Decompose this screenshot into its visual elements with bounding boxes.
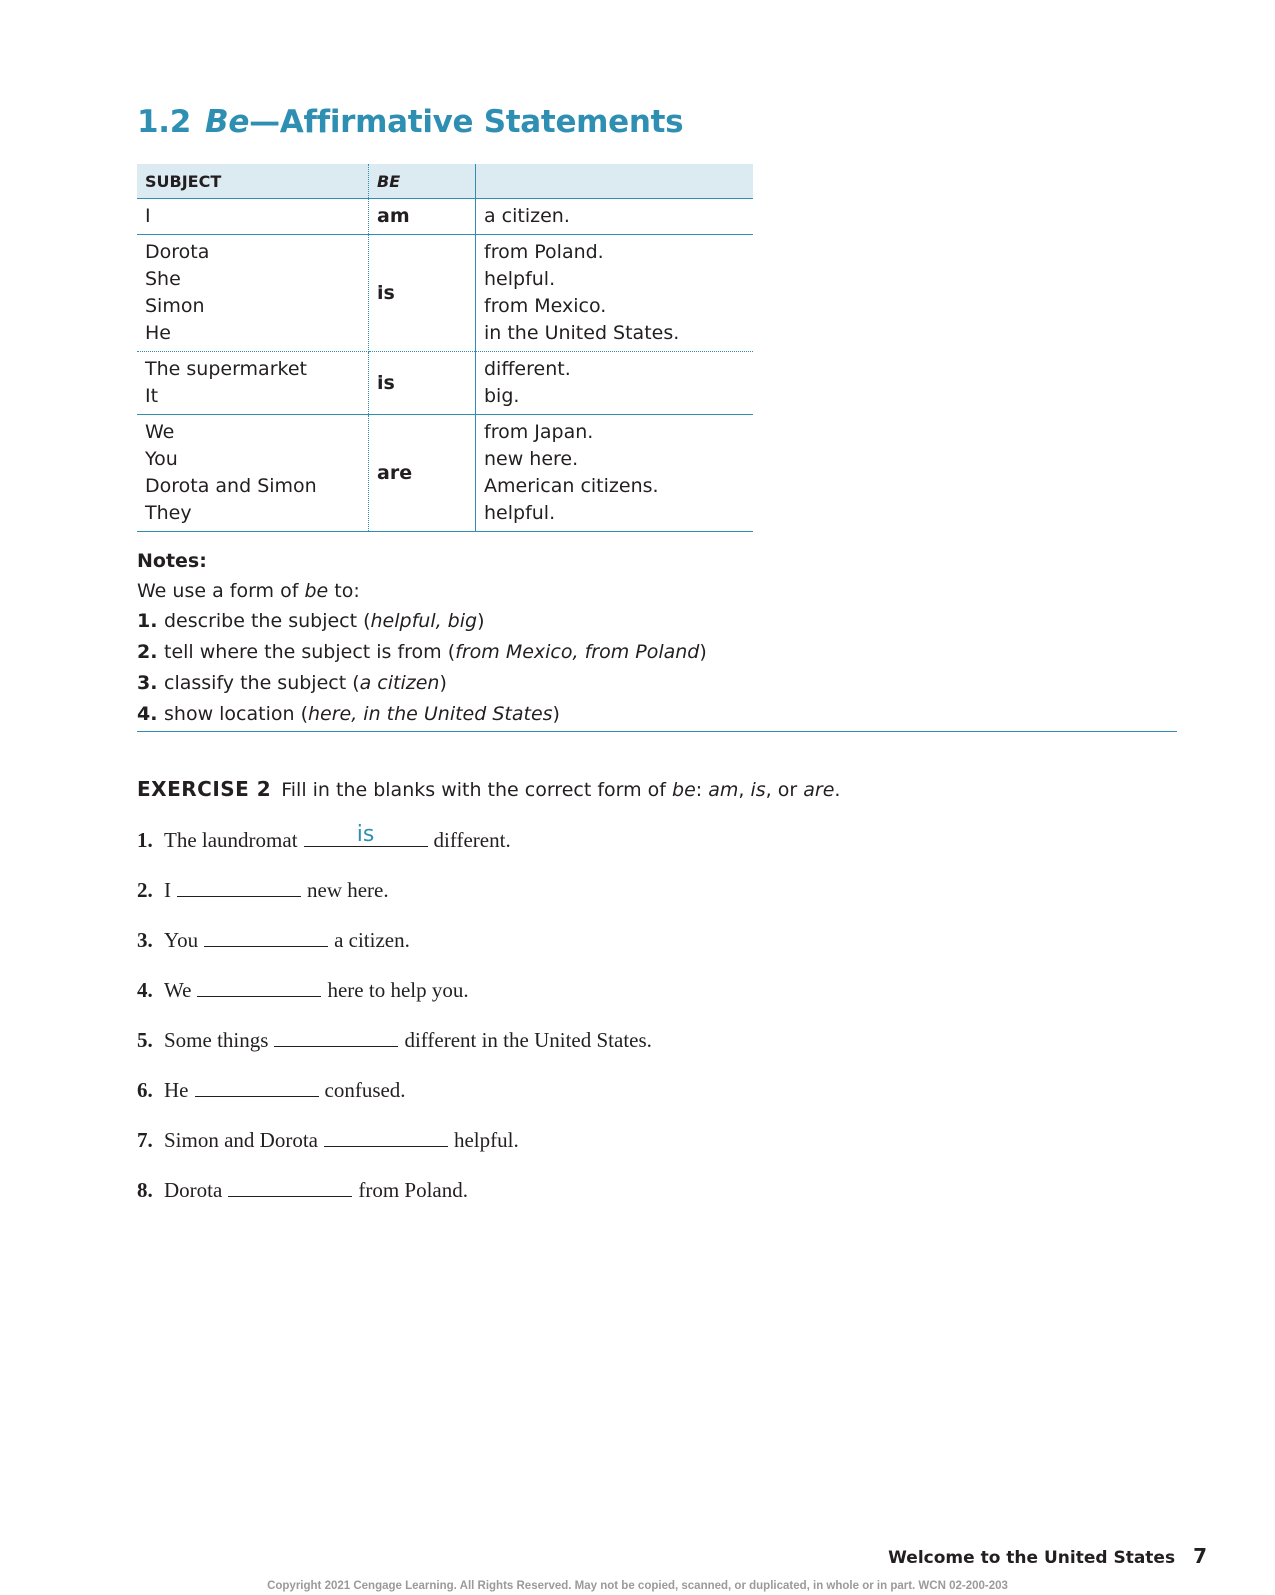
- exercise-item-after: confused.: [324, 1078, 406, 1102]
- exercise-item-before: Some things: [164, 1028, 269, 1052]
- notes-item: [137, 637, 1177, 668]
- exercise-heading: [137, 777, 840, 801]
- grammar-table: [137, 164, 753, 532]
- exercise-period: .: [834, 779, 841, 801]
- subject-text: She: [145, 268, 181, 290]
- subject-cell: [137, 199, 369, 235]
- exercise-item-after: here to help you.: [327, 978, 469, 1002]
- complement-text: different.: [484, 358, 571, 380]
- subject-text: Dorota: [145, 241, 210, 263]
- exercise-item: [137, 1126, 652, 1176]
- complement-text: a citizen.: [484, 205, 570, 227]
- exercise-item: [137, 926, 652, 976]
- exercise-item-before: You: [164, 928, 199, 952]
- section-title-italic: Be: [205, 104, 250, 140]
- complement-text: helpful.: [484, 268, 556, 290]
- copyright-notice: Copyright 2021 Cengage Learning. All Rights Reserved. May not be copied, scanned, or duplicated, in whole or in part. WCN 02-200-203: [267, 1580, 1008, 1592]
- exercise-item-number: 6.: [137, 1078, 153, 1102]
- notes-item: [137, 699, 1177, 730]
- exercise-instruction-colon: :: [695, 779, 709, 801]
- answer-text: is: [356, 822, 375, 847]
- notes-item-text: tell where the subject is from (: [164, 641, 456, 663]
- section-number: 1.2: [137, 104, 192, 140]
- table-row: [137, 235, 753, 352]
- notes-item-example: a citizen: [359, 672, 440, 694]
- exercise-option-are: are: [803, 779, 835, 801]
- exercise-item-before: I: [164, 878, 171, 902]
- exercise-separator: ,: [738, 779, 751, 801]
- exercise-item-number: 5.: [137, 1028, 153, 1052]
- subject-text: You: [145, 448, 178, 470]
- answer-blank[interactable]: [228, 1176, 352, 1197]
- grammar-table-header: [137, 164, 753, 199]
- table-row: [137, 352, 753, 415]
- exercise-item-before: We: [164, 978, 192, 1002]
- table-row: [137, 415, 753, 532]
- subject-text: We: [145, 421, 175, 443]
- exercise-item-after: new here.: [307, 878, 389, 902]
- subject-text: The supermarket: [145, 358, 307, 380]
- notes-intro-after: to:: [328, 580, 360, 602]
- subject-text: It: [145, 385, 159, 407]
- notes-item-number: 3.: [137, 672, 158, 694]
- notes-section: [137, 546, 1177, 730]
- answer-blank[interactable]: [304, 822, 428, 847]
- exercise-item-before: Simon and Dorota: [164, 1128, 318, 1152]
- exercise-item-number: 3.: [137, 928, 153, 952]
- exercise-item-number: 4.: [137, 978, 153, 1002]
- notes-item-text: describe the subject (: [164, 610, 371, 632]
- exercise-item: [137, 1076, 652, 1126]
- page-footer: [888, 1544, 1207, 1568]
- notes-item-number: 2.: [137, 641, 158, 663]
- exercise-item-after: different.: [433, 828, 511, 852]
- subject-cell: [137, 235, 369, 352]
- exercise-label: EXERCISE 2: [137, 777, 272, 801]
- complement-text: American citizens.: [484, 475, 659, 497]
- exercise-item-number: 8.: [137, 1178, 153, 1202]
- notes-item-close: ): [439, 672, 447, 694]
- notes-intro-italic: be: [304, 580, 329, 602]
- header-complement: [476, 164, 754, 199]
- exercise-item: [137, 1026, 652, 1076]
- exercise-item-before: Dorota: [164, 1178, 223, 1202]
- subject-text: They: [145, 502, 192, 524]
- section-divider: [137, 731, 1177, 732]
- exercise-item-after: from Poland.: [358, 1178, 468, 1202]
- complement-text: in the United States.: [484, 322, 680, 344]
- complement-cell: [476, 415, 754, 532]
- complement-text: from Poland.: [484, 241, 604, 263]
- header-be: BE: [369, 164, 476, 199]
- page-number: 7: [1193, 1544, 1207, 1568]
- answer-blank[interactable]: [204, 926, 328, 947]
- exercise-item-after: helpful.: [453, 1128, 519, 1152]
- exercise-item: [137, 876, 652, 926]
- table-row: [137, 199, 753, 235]
- exercise-option-am: am: [708, 779, 739, 801]
- section-title: [137, 104, 683, 140]
- notes-item-close: ): [552, 703, 560, 725]
- answer-blank[interactable]: [177, 876, 301, 897]
- complement-cell: [476, 352, 754, 415]
- verb-cell: is: [369, 352, 476, 415]
- complement-cell: [476, 235, 754, 352]
- exercise-item-number: 1.: [137, 828, 153, 852]
- verb-cell: am: [369, 199, 476, 235]
- verb-cell: is: [369, 235, 476, 352]
- subject-text: He: [145, 322, 171, 344]
- exercise-item: [137, 822, 652, 876]
- notes-item-example: helpful, big: [370, 610, 478, 632]
- notes-item-close: ): [477, 610, 485, 632]
- exercise-item-after: a citizen.: [334, 928, 410, 952]
- notes-intro-before: We use a form of: [137, 580, 305, 602]
- exercise-instruction: Fill in the blanks with the correct form of: [281, 779, 673, 801]
- notes-heading: Notes:: [137, 550, 207, 572]
- answer-blank[interactable]: [324, 1126, 448, 1147]
- exercise-items: [137, 822, 652, 1226]
- verb-cell: are: [369, 415, 476, 532]
- complement-text: new here.: [484, 448, 579, 470]
- notes-item-text: show location (: [164, 703, 308, 725]
- complement-text: helpful.: [484, 502, 556, 524]
- exercise-item-before: The laundromat: [164, 828, 298, 852]
- complement-text: from Mexico.: [484, 295, 607, 317]
- subject-text: Dorota and Simon: [145, 475, 317, 497]
- complement-text: from Japan.: [484, 421, 594, 443]
- notes-item: [137, 668, 1177, 699]
- exercise-instruction-be: be: [672, 779, 696, 801]
- subject-cell: [137, 415, 369, 532]
- exercise-separator: , or: [765, 779, 804, 801]
- section-title-rest: —Affirmative Statements: [249, 104, 684, 140]
- notes-item-number: 1.: [137, 610, 158, 632]
- notes-item: [137, 606, 1177, 637]
- answer-blank[interactable]: [274, 1026, 398, 1047]
- exercise-item: [137, 1176, 652, 1226]
- notes-intro: [137, 576, 1177, 606]
- notes-item-example: here, in the United States: [307, 703, 553, 725]
- notes-item-number: 4.: [137, 703, 158, 725]
- notes-item-close: ): [699, 641, 707, 663]
- exercise-item-after: different in the United States.: [404, 1028, 652, 1052]
- notes-item-text: classify the subject (: [164, 672, 360, 694]
- complement-cell: [476, 199, 754, 235]
- answer-blank[interactable]: [195, 1076, 319, 1097]
- subject-text: Simon: [145, 295, 205, 317]
- subject-cell: [137, 352, 369, 415]
- answer-blank[interactable]: [197, 976, 321, 997]
- subject-text: I: [145, 205, 151, 227]
- exercise-item: [137, 976, 652, 1026]
- complement-text: big.: [484, 385, 520, 407]
- exercise-item-before: He: [164, 1078, 189, 1102]
- exercise-item-number: 2.: [137, 878, 153, 902]
- notes-item-example: from Mexico, from Poland: [455, 641, 700, 663]
- footer-title: Welcome to the United States: [888, 1548, 1176, 1568]
- header-subject: SUBJECT: [137, 164, 369, 199]
- exercise-option-is: is: [750, 779, 766, 801]
- exercise-item-number: 7.: [137, 1128, 153, 1152]
